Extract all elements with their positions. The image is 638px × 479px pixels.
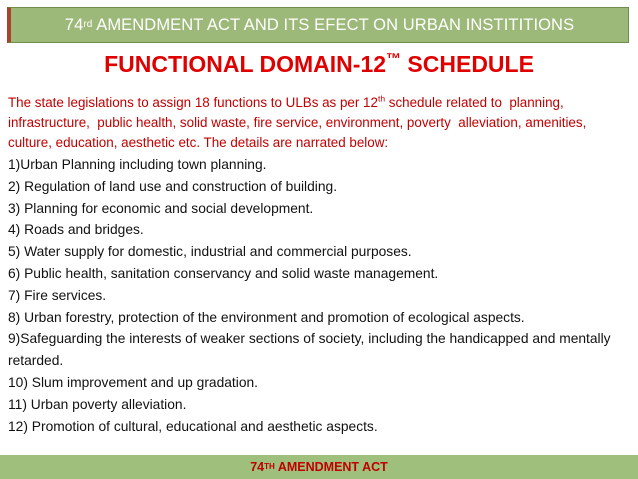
slide-title: 74 rd AMENDMENT ACT AND ITS EFECT ON URBAN INSTITITIONS	[64, 15, 575, 34]
list-item: 3) Planning for economic and social development.	[8, 200, 314, 216]
list-item: 1)Urban Planning including town planning.	[8, 157, 267, 172]
title-banner	[7, 7, 629, 43]
list-item: 11) Urban poverty alleviation.	[8, 396, 187, 412]
list-item: 10) Slum improvement and up gradation.	[8, 374, 259, 390]
list-item: 6) Public health, sanitation conservancy and solid waste management.	[8, 265, 439, 281]
list-item: 2) Regulation of land use and construction of building.	[8, 178, 338, 194]
list-item: 12) Promotion of cultural, educational and aesthetic aspects.	[8, 418, 378, 434]
trademark-symbol: ™	[386, 50, 402, 68]
footer-title: 74 TH AMENDMENT ACT	[250, 460, 388, 474]
list-item: 4) Roads and bridges.	[8, 222, 144, 238]
intro-sup: th	[377, 93, 386, 104]
footer-banner	[0, 455, 638, 479]
list-item: 5) Water supply for domestic, industrial and commercial purposes.	[8, 244, 412, 260]
title-prefix: 74	[64, 15, 84, 34]
list-item: 9)Safeguarding the interests of weaker sections of society, including the handicapped and mentally retarded.	[8, 331, 611, 369]
list-item: 7) Fire services.	[8, 287, 107, 303]
intro-paragraph	[8, 93, 630, 153]
section-heading	[0, 51, 638, 78]
footer-rest: AMENDMENT ACT	[274, 460, 388, 474]
function-list	[8, 154, 630, 437]
intro-part2: schedule related to planning, infrastructure, public health, solid waste, fire service, environment, poverty alleviation, amenities, culture, education, aesthetic etc. The details are narrated below:	[8, 95, 591, 150]
heading-suffix: SCHEDULE	[401, 51, 534, 77]
intro-part1: The state legislations to assign 18 functions to ULBs as per 12	[8, 95, 378, 110]
title-rest: AMENDMENT ACT AND ITS EFECT ON URBAN INSTITITIONS	[92, 15, 575, 34]
list-item: 8) Urban forestry, protection of the environment and promotion of ecological aspects.	[8, 309, 525, 325]
footer-prefix: 74	[250, 460, 265, 474]
heading-text: FUNCTIONAL DOMAIN-12	[104, 51, 387, 77]
